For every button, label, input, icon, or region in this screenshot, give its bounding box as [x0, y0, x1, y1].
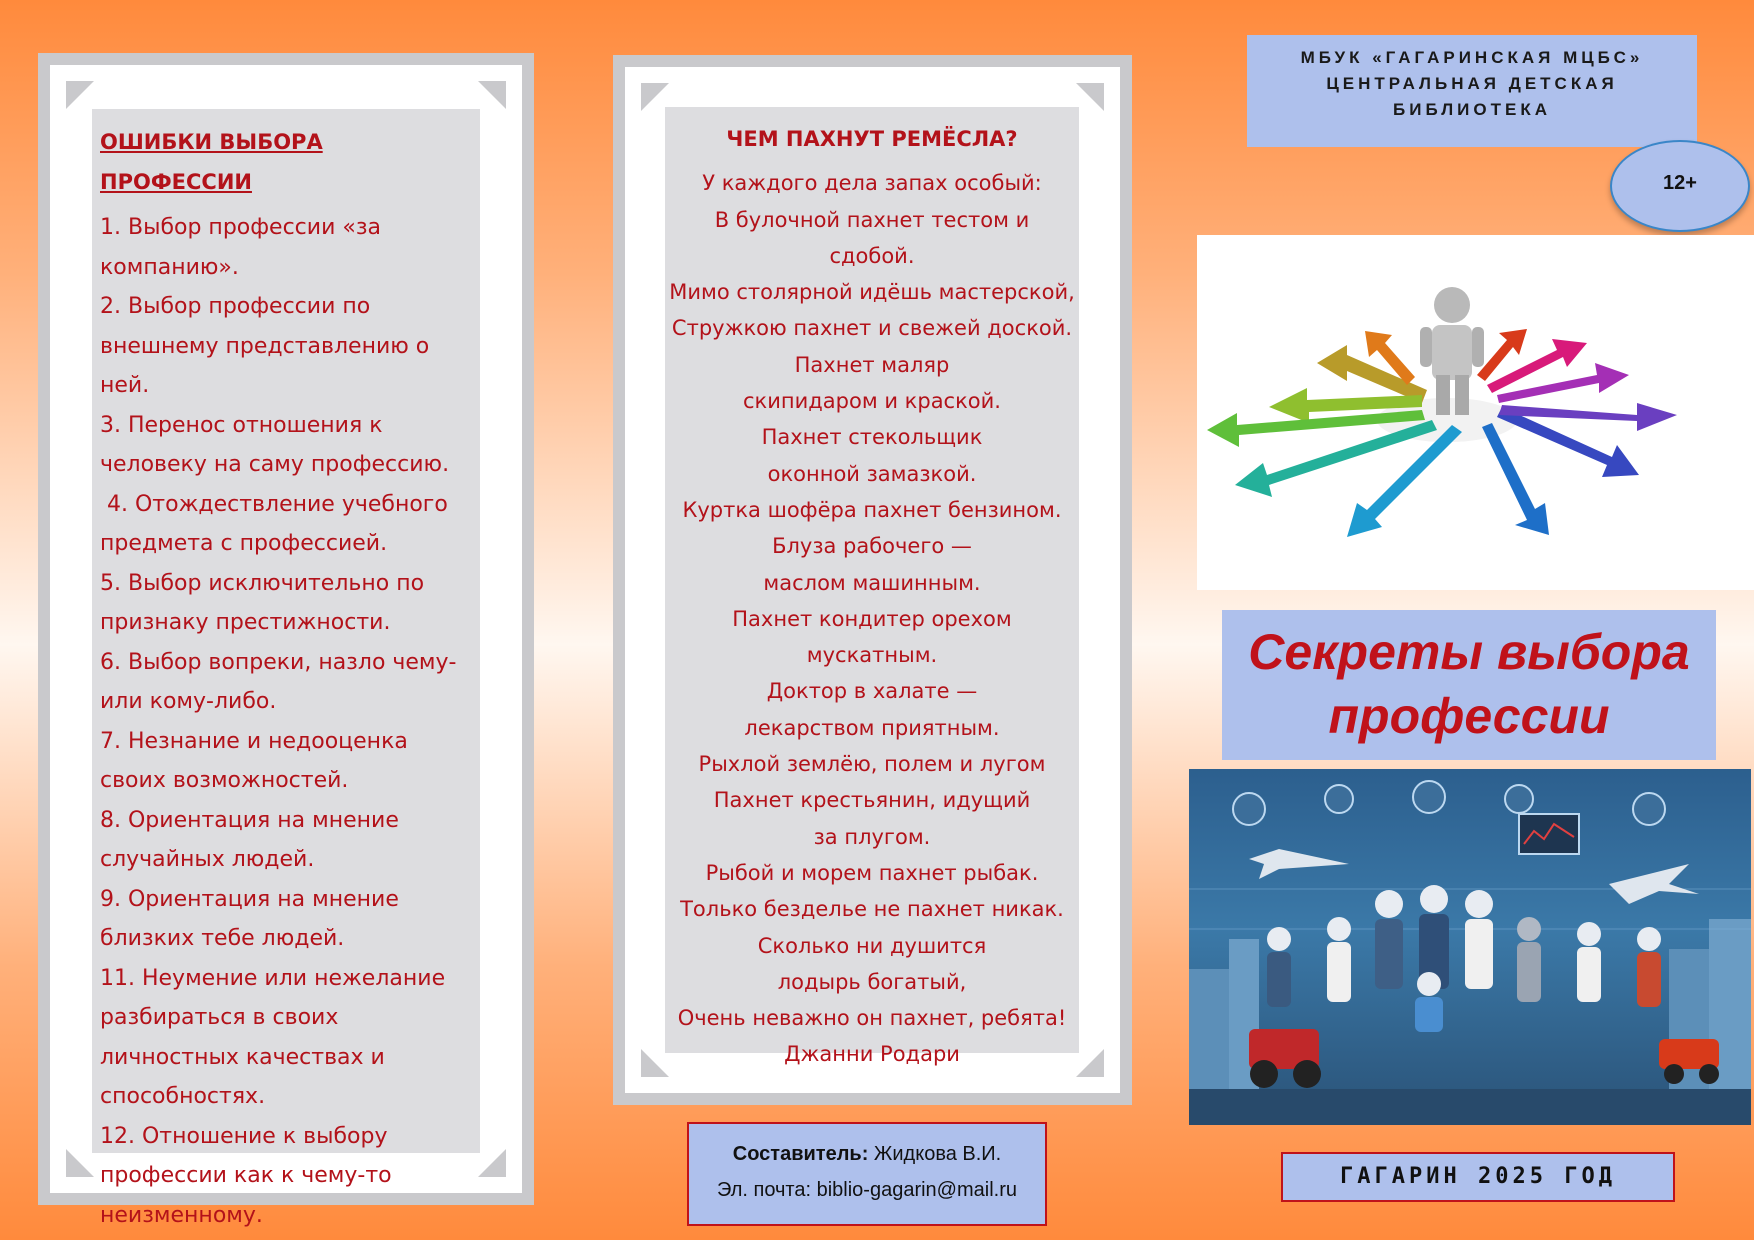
- frame-corner: [1076, 1049, 1104, 1077]
- age-rating-badge: 12+: [1610, 140, 1750, 232]
- frame-corner: [66, 81, 94, 109]
- poem-line: Мимо столярной идёшь мастерской,: [669, 280, 1075, 305]
- list-item: 7. Незнание и недооценка своих возможностей.: [100, 728, 408, 793]
- middle-panel-frame: [613, 55, 1132, 1105]
- poem-line: Доктор в халате — лекарством приятным.: [744, 679, 1000, 740]
- mistakes-heading: ОШИБКИ ВЫБОРА ПРОФЕССИИ: [100, 130, 323, 194]
- list-item: 3. Перенос отношения к человеку на саму профессию.: [100, 412, 450, 477]
- list-item: 9. Ориентация на мнение близких тебе людей.: [100, 886, 399, 951]
- org-line: БИБЛИОТЕКА: [1393, 100, 1551, 119]
- cover-title-line: профессии: [1328, 688, 1610, 744]
- poem-line: Пахнет крестьянин, идущий за плугом.: [713, 788, 1031, 849]
- list-item: 8. Ориентация на мнение случайных людей.: [100, 807, 399, 872]
- city-year-label: ГАГАРИН 2025 ГОД: [1281, 1152, 1675, 1202]
- professions-icon: [1189, 769, 1751, 1125]
- frame-corner: [478, 81, 506, 109]
- org-line: ЦЕНТРАЛЬНАЯ ДЕТСКАЯ: [1326, 74, 1618, 93]
- poem-content: [665, 107, 1079, 1067]
- list-item: 1. Выбор профессии «за компанию».: [100, 215, 382, 280]
- cover-title: [1222, 610, 1716, 760]
- poem-line: Рыбой и морем пахнет рыбак.: [705, 860, 1039, 885]
- poem-line: Стружкою пахнет и свежей доской.: [671, 316, 1073, 341]
- frame-corner: [66, 1149, 94, 1177]
- author-line: [689, 1136, 1045, 1172]
- poem-line: Пахнет кондитер орехом мускатным.: [732, 606, 1012, 668]
- poem-author: Джанни Родари: [784, 1042, 960, 1067]
- poem-line: Рыхлой землёю, полем и лугом: [698, 752, 1046, 777]
- poem-line: Только безделье не пахнет никак.: [680, 897, 1064, 922]
- frame-corner: [641, 1049, 669, 1077]
- poem-line: Пахнет стекольщик оконной замазкой.: [761, 425, 983, 486]
- poem-line: У каждого дела запах особый:: [702, 171, 1042, 196]
- poem-line: Очень неважно он пахнет, ребята!: [677, 1006, 1067, 1031]
- professions-illustration: [1189, 769, 1751, 1125]
- org-line: МБУК «ГАГАРИНСКАЯ МЦБС»: [1300, 48, 1644, 67]
- poem-line: Сколько ни душится лодырь богатый,: [757, 933, 987, 994]
- frame-corner: [1076, 83, 1104, 111]
- poem-line: В булочной пахнет тестом и сдобой.: [714, 207, 1030, 268]
- frame-corner: [478, 1149, 506, 1177]
- arrows-icon: [1197, 235, 1754, 590]
- left-panel-frame: [38, 53, 534, 1228]
- list-item: 4. Отождествление учебного предмета с профессией.: [100, 491, 455, 556]
- poem-line: Блуза рабочего — маслом машинным.: [763, 534, 981, 595]
- author-email: Эл. почта: biblio-gagarin@mail.ru: [717, 1179, 1017, 1201]
- left-panel-content: [92, 109, 480, 1228]
- poem-heading: ЧЕМ ПАХНУТ РЕМЁСЛА?: [726, 127, 1018, 151]
- author-name: Жидкова В.И.: [873, 1143, 1002, 1165]
- list-item: 12. Отношение к выбору профессии как к чему-то неизменному.: [100, 1123, 392, 1228]
- poem-line: Пахнет маляр скипидаром и краской.: [743, 352, 1001, 414]
- org-header: [1247, 35, 1697, 147]
- author-label: Составитель:: [732, 1143, 869, 1165]
- list-item: 11. Неумение или нежелание разбираться в своих личностных качествах и способностях.: [100, 965, 446, 1109]
- career-arrows-illustration: [1197, 235, 1754, 590]
- author-box: [687, 1122, 1047, 1226]
- list-item: 2. Выбор профессии по внешнему представлению о ней.: [100, 294, 430, 398]
- list-item: 6. Выбор вопреки, назло чему-или кому-либо.: [100, 649, 457, 714]
- cover-title-line: Секреты выбора: [1248, 624, 1690, 680]
- poem-line: Куртка шофёра пахнет бензином.: [682, 497, 1062, 522]
- list-item: 5. Выбор исключительно по признаку престижности.: [100, 570, 425, 635]
